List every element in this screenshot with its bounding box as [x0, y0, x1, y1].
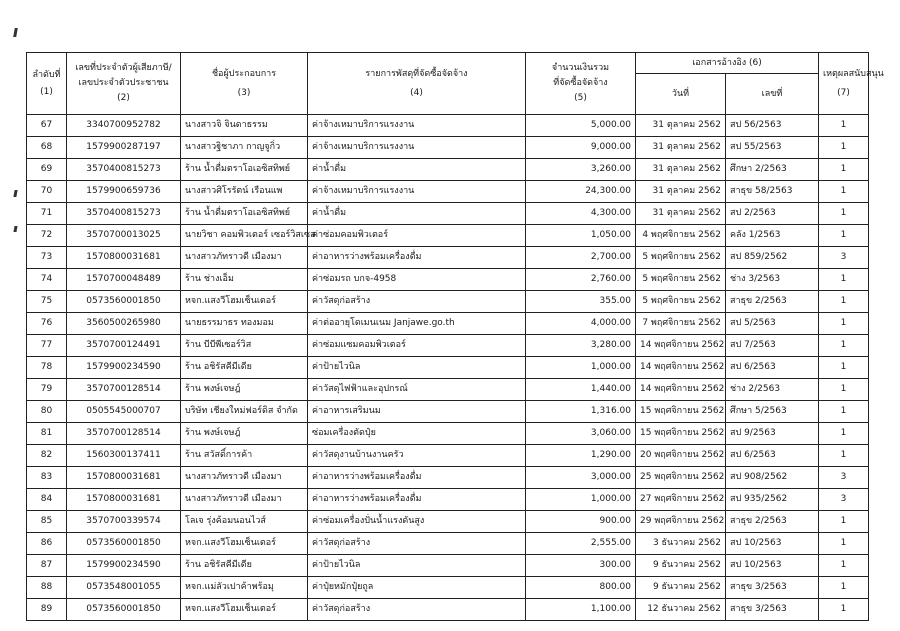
row-vendor: ร้าน พงษ์เจษฎ์	[181, 423, 308, 445]
table-row	[27, 357, 869, 379]
row-item: ค่าจ้างเหมาบริการแรงงาน	[308, 181, 526, 203]
row-docno: สาธุข 58/2563	[726, 181, 819, 203]
row-docno: สป 2/2563	[726, 203, 819, 225]
row-item: ซ่อมเครื่องตัดปุ๋ย	[308, 423, 526, 445]
row-item: ค่าซ่อมแซมคอมพิวเตอร์	[308, 335, 526, 357]
row-taxid: 3570700128514	[67, 379, 181, 401]
table-row	[27, 291, 869, 313]
row-taxid: 3570700013025	[67, 225, 181, 247]
row-docno: สาธุข 2/2563	[726, 291, 819, 313]
row-docno: สป 908/2562	[726, 467, 819, 489]
table-row	[27, 445, 869, 467]
row-date: 31 ตุลาคม 2562	[636, 137, 726, 159]
row-amount: 5,000.00	[526, 115, 636, 137]
row-docno: สป 55/2563	[726, 137, 819, 159]
row-vendor: ร้าน สวัสดิ์การค้า	[181, 445, 308, 467]
row-number: 78	[27, 357, 67, 379]
row-amount: 1,290.00	[526, 445, 636, 467]
row-number: 86	[27, 533, 67, 555]
row-reason: 1	[819, 137, 869, 159]
row-reason: 1	[819, 555, 869, 577]
row-date: 9 ธันวาคม 2562	[636, 555, 726, 577]
row-item: ค่าน้ำดื่ม	[308, 203, 526, 225]
row-taxid: 1579900234590	[67, 555, 181, 577]
row-item: ค่าจ้างเหมาบริการแรงงาน	[308, 115, 526, 137]
row-reason: 3	[819, 489, 869, 511]
scan-mark	[13, 190, 17, 197]
row-date: 31 ตุลาคม 2562	[636, 203, 726, 225]
row-taxid: 1570800031681	[67, 247, 181, 269]
row-amount: 4,000.00	[526, 313, 636, 335]
row-amount: 1,100.00	[526, 599, 636, 621]
row-amount: 355.00	[526, 291, 636, 313]
row-date: 31 ตุลาคม 2562	[636, 115, 726, 137]
row-docno: ศึกษา 5/2563	[726, 401, 819, 423]
row-date: 14 พฤศจิกายน 2562	[636, 335, 726, 357]
row-docno: สป 56/2563	[726, 115, 819, 137]
row-docno: สาธุข 3/2563	[726, 599, 819, 621]
row-taxid: 3570700339574	[67, 511, 181, 533]
table-row	[27, 599, 869, 621]
row-reason: 1	[819, 577, 869, 599]
row-taxid: 3570400815273	[67, 159, 181, 181]
row-reason: 1	[819, 401, 869, 423]
row-item: ค่าน้ำดื่ม	[308, 159, 526, 181]
row-date: 20 พฤศจิกายน 2562	[636, 445, 726, 467]
row-docno: สป 10/2563	[726, 555, 819, 577]
header-vendor: ชื่อผู้ประกอบการ (3)	[181, 53, 308, 115]
row-item: ค่าวัสดุไฟฟ้าและอุปกรณ์	[308, 379, 526, 401]
row-vendor: โลเจ รุ่งค้อมนอนไวส์	[181, 511, 308, 533]
row-item: ค่าป้ายไวนิล	[308, 555, 526, 577]
row-taxid: 0573560001850	[67, 599, 181, 621]
row-amount: 900.00	[526, 511, 636, 533]
table-row	[27, 247, 869, 269]
row-amount: 1,440.00	[526, 379, 636, 401]
row-number: 71	[27, 203, 67, 225]
row-vendor: นางสาวจิ จินดาธรรม	[181, 115, 308, 137]
row-docno: สป 9/2563	[726, 423, 819, 445]
table-row	[27, 225, 869, 247]
row-vendor: นางสาวภัทราวดี เมืองมา	[181, 467, 308, 489]
row-reason: 1	[819, 291, 869, 313]
table-row	[27, 489, 869, 511]
row-number: 69	[27, 159, 67, 181]
row-docno: สป 7/2563	[726, 335, 819, 357]
row-vendor: ร้าน อชิรัสคีมีเดีย	[181, 357, 308, 379]
procurement-table	[26, 52, 884, 621]
row-reason: 1	[819, 357, 869, 379]
row-reason: 1	[819, 115, 869, 137]
table-row	[27, 401, 869, 423]
row-date: 15 พฤศจิกายน 2562	[636, 423, 726, 445]
row-reason: 1	[819, 533, 869, 555]
row-item: ค่าวัสดุก่อสร้าง	[308, 533, 526, 555]
row-reason: 1	[819, 335, 869, 357]
row-taxid: 1570800031681	[67, 489, 181, 511]
row-amount: 1,000.00	[526, 357, 636, 379]
row-amount: 1,000.00	[526, 489, 636, 511]
row-item: ค่าปุ๋ยหมักปุ๋ยถูล	[308, 577, 526, 599]
row-number: 67	[27, 115, 67, 137]
table-row	[27, 577, 869, 599]
row-taxid: 0573560001850	[67, 533, 181, 555]
row-amount: 2,760.00	[526, 269, 636, 291]
row-taxid: 0505545000707	[67, 401, 181, 423]
header-item: รายการพัสดุที่จัดซื้อจัดจ้าง (4)	[308, 53, 526, 115]
row-item: ค่าซ่อมเครื่องปั่นน้ำแรงดันสูง	[308, 511, 526, 533]
row-docno: สป 935/2562	[726, 489, 819, 511]
row-number: 76	[27, 313, 67, 335]
row-date: 7 พฤศจิกายน 2562	[636, 313, 726, 335]
row-number: 81	[27, 423, 67, 445]
row-number: 84	[27, 489, 67, 511]
table-header	[27, 53, 884, 115]
row-reason: 1	[819, 445, 869, 467]
header-docno: เลขที่	[726, 74, 819, 115]
row-date: 4 พฤศจิกายน 2562	[636, 225, 726, 247]
row-item: ค่าวัสดุก่อสร้าง	[308, 291, 526, 313]
row-vendor: นางสาวศิโรรัตน์ เรือนแพ	[181, 181, 308, 203]
row-vendor: นางสาวภัทราวดี เมืองมา	[181, 247, 308, 269]
row-docno: สป 859/2562	[726, 247, 819, 269]
row-amount: 2,700.00	[526, 247, 636, 269]
row-docno: ช่าง 2/2563	[726, 379, 819, 401]
table-row	[27, 137, 869, 159]
header-reason: เหตุผลสนับสนุน (7)	[819, 53, 869, 115]
row-date: 12 ธันวาคม 2562	[636, 599, 726, 621]
row-taxid: 1579900234590	[67, 357, 181, 379]
row-date: 31 ตุลาคม 2562	[636, 181, 726, 203]
row-vendor: หจก.แสงวีโฮมเซ็นเตอร์	[181, 291, 308, 313]
row-number: 87	[27, 555, 67, 577]
scan-mark	[13, 226, 17, 232]
row-amount: 1,316.00	[526, 401, 636, 423]
row-amount: 300.00	[526, 555, 636, 577]
table-row	[27, 423, 869, 445]
row-vendor: ร้าน พงษ์เจษฎ์	[181, 379, 308, 401]
row-number: 82	[27, 445, 67, 467]
row-number: 68	[27, 137, 67, 159]
header-amount: จำนวนเงินรวม ที่จัดซื้อจัดจ้าง (5)	[526, 53, 636, 115]
row-vendor: นายธรรมาธร ทองมอม	[181, 313, 308, 335]
header-seq: ลำดับที่ (1)	[27, 53, 67, 115]
row-amount: 800.00	[526, 577, 636, 599]
row-date: 15 พฤศจิกายน 2562	[636, 401, 726, 423]
row-reason: 1	[819, 379, 869, 401]
row-number: 73	[27, 247, 67, 269]
header-ref: เอกสารอ้างอิง (6)	[636, 53, 819, 74]
row-number: 89	[27, 599, 67, 621]
row-date: 14 พฤศจิกายน 2562	[636, 357, 726, 379]
table-row	[27, 203, 869, 225]
scan-mark	[13, 28, 18, 37]
row-date: 5 พฤศจิกายน 2562	[636, 269, 726, 291]
row-vendor: หจก.แสงวีโฮมเซ็นเตอร์	[181, 599, 308, 621]
row-number: 72	[27, 225, 67, 247]
row-number: 88	[27, 577, 67, 599]
row-amount: 1,050.00	[526, 225, 636, 247]
table-row	[27, 159, 869, 181]
row-item: ค่าซ่อมคอมพิวเตอร์	[308, 225, 526, 247]
row-taxid: 0573548001055	[67, 577, 181, 599]
row-date: 5 พฤศจิกายน 2562	[636, 247, 726, 269]
row-reason: 1	[819, 159, 869, 181]
row-item: ค่าอาหารว่างพร้อมเครื่องดื่ม	[308, 247, 526, 269]
row-vendor: ร้าน น้ำดื่มตราโอเอซิสทิพย์	[181, 203, 308, 225]
row-item: ค่าอาหารว่างพร้อมเครื่องดื่ม	[308, 467, 526, 489]
row-taxid: 1570700048489	[67, 269, 181, 291]
table-row	[27, 533, 869, 555]
row-item: ค่าอาหารว่างพร้อมเครื่องดื่ม	[308, 489, 526, 511]
row-item: ค่าป้ายไวนิล	[308, 357, 526, 379]
table-row	[27, 269, 869, 291]
row-reason: 1	[819, 269, 869, 291]
table-body	[27, 115, 869, 621]
row-taxid: 1570800031681	[67, 467, 181, 489]
row-amount: 3,280.00	[526, 335, 636, 357]
table-row	[27, 555, 869, 577]
table-row	[27, 181, 869, 203]
row-number: 85	[27, 511, 67, 533]
row-number: 75	[27, 291, 67, 313]
row-amount: 3,000.00	[526, 467, 636, 489]
row-item: ค่าวัสดุงานบ้านงานครัว	[308, 445, 526, 467]
row-vendor: หจก.แม่ลัวเปาค้าพร้อมุ	[181, 577, 308, 599]
row-docno: คลัง 1/2563	[726, 225, 819, 247]
row-taxid: 1579900287197	[67, 137, 181, 159]
row-number: 79	[27, 379, 67, 401]
row-number: 77	[27, 335, 67, 357]
row-number: 80	[27, 401, 67, 423]
row-item: ค่าอาหารเสริมนม	[308, 401, 526, 423]
row-number: 74	[27, 269, 67, 291]
row-docno: ช่าง 3/2563	[726, 269, 819, 291]
table-row	[27, 335, 869, 357]
row-vendor: ร้าน ช่างเอ็ม	[181, 269, 308, 291]
row-taxid: 3570700128514	[67, 423, 181, 445]
row-amount: 9,000.00	[526, 137, 636, 159]
table-row	[27, 313, 869, 335]
row-amount: 2,555.00	[526, 533, 636, 555]
table-row	[27, 115, 869, 137]
header-date: วันที่	[636, 74, 726, 115]
header-taxid: เลขที่ประจำตัวผู้เสียภาษี/ เลขประจำตัวประชาชน (2)	[67, 53, 181, 115]
row-amount: 3,060.00	[526, 423, 636, 445]
row-date: 9 ธันวาคม 2562	[636, 577, 726, 599]
row-reason: 1	[819, 225, 869, 247]
row-reason: 1	[819, 181, 869, 203]
row-vendor: ร้าน บีบีพีเซอร์วิส	[181, 335, 308, 357]
row-amount: 4,300.00	[526, 203, 636, 225]
row-reason: 1	[819, 203, 869, 225]
row-date: 29 พฤศจิกายน 2562	[636, 511, 726, 533]
row-item: ค่าจ้างเหมาบริการแรงงาน	[308, 137, 526, 159]
row-date: 27 พฤศจิกายน 2562	[636, 489, 726, 511]
row-item: ค่าต่ออายุโดเมนเนม Janjawe.go.th	[308, 313, 526, 335]
row-date: 3 ธันวาคม 2562	[636, 533, 726, 555]
row-taxid: 3570400815273	[67, 203, 181, 225]
row-taxid: 1579900659736	[67, 181, 181, 203]
row-item: ค่าวัสดุก่อสร้าง	[308, 599, 526, 621]
row-number: 83	[27, 467, 67, 489]
row-docno: สป 6/2563	[726, 445, 819, 467]
row-docno: ศึกษา 2/2563	[726, 159, 819, 181]
table-row	[27, 467, 869, 489]
row-vendor: นางสาวภัทราวดี เมืองมา	[181, 489, 308, 511]
row-reason: 1	[819, 313, 869, 335]
row-item: ค่าซ่อมรถ บกจ-4958	[308, 269, 526, 291]
row-vendor: บริษัท เชียงใหม่ฟอร์ดิส จำกัด	[181, 401, 308, 423]
table-row	[27, 511, 869, 533]
row-reason: 1	[819, 511, 869, 533]
row-taxid: 0573560001850	[67, 291, 181, 313]
row-taxid: 3340700952782	[67, 115, 181, 137]
row-docno: สป 6/2563	[726, 357, 819, 379]
row-vendor: ร้าน น้ำดื่มตราโอเอซิสทิพย์	[181, 159, 308, 181]
table-row	[27, 379, 869, 401]
row-date: 14 พฤศจิกายน 2562	[636, 379, 726, 401]
row-reason: 1	[819, 599, 869, 621]
row-vendor: ร้าน อชิรัสคีมีเดีย	[181, 555, 308, 577]
row-taxid: 3570700124491	[67, 335, 181, 357]
row-amount: 24,300.00	[526, 181, 636, 203]
row-reason: 1	[819, 423, 869, 445]
row-vendor: นางสาวฐิชาภา กาญจูกิ่ว	[181, 137, 308, 159]
row-vendor: นายวิชา คอมพิวเตอร์ เซอร์วิสเซส	[181, 225, 308, 247]
row-date: 25 พฤศจิกายน 2562	[636, 467, 726, 489]
row-docno: สาธุข 3/2563	[726, 577, 819, 599]
row-date: 5 พฤศจิกายน 2562	[636, 291, 726, 313]
row-taxid: 3560500265980	[67, 313, 181, 335]
row-reason: 3	[819, 467, 869, 489]
row-docno: สาธุข 2/2563	[726, 511, 819, 533]
row-vendor: หจก.แสงวีโฮมเซ็นเตอร์	[181, 533, 308, 555]
row-docno: สป 10/2563	[726, 533, 819, 555]
row-amount: 3,260.00	[526, 159, 636, 181]
row-number: 70	[27, 181, 67, 203]
row-date: 31 ตุลาคม 2562	[636, 159, 726, 181]
row-reason: 3	[819, 247, 869, 269]
row-docno: สป 5/2563	[726, 313, 819, 335]
row-taxid: 1560300137411	[67, 445, 181, 467]
